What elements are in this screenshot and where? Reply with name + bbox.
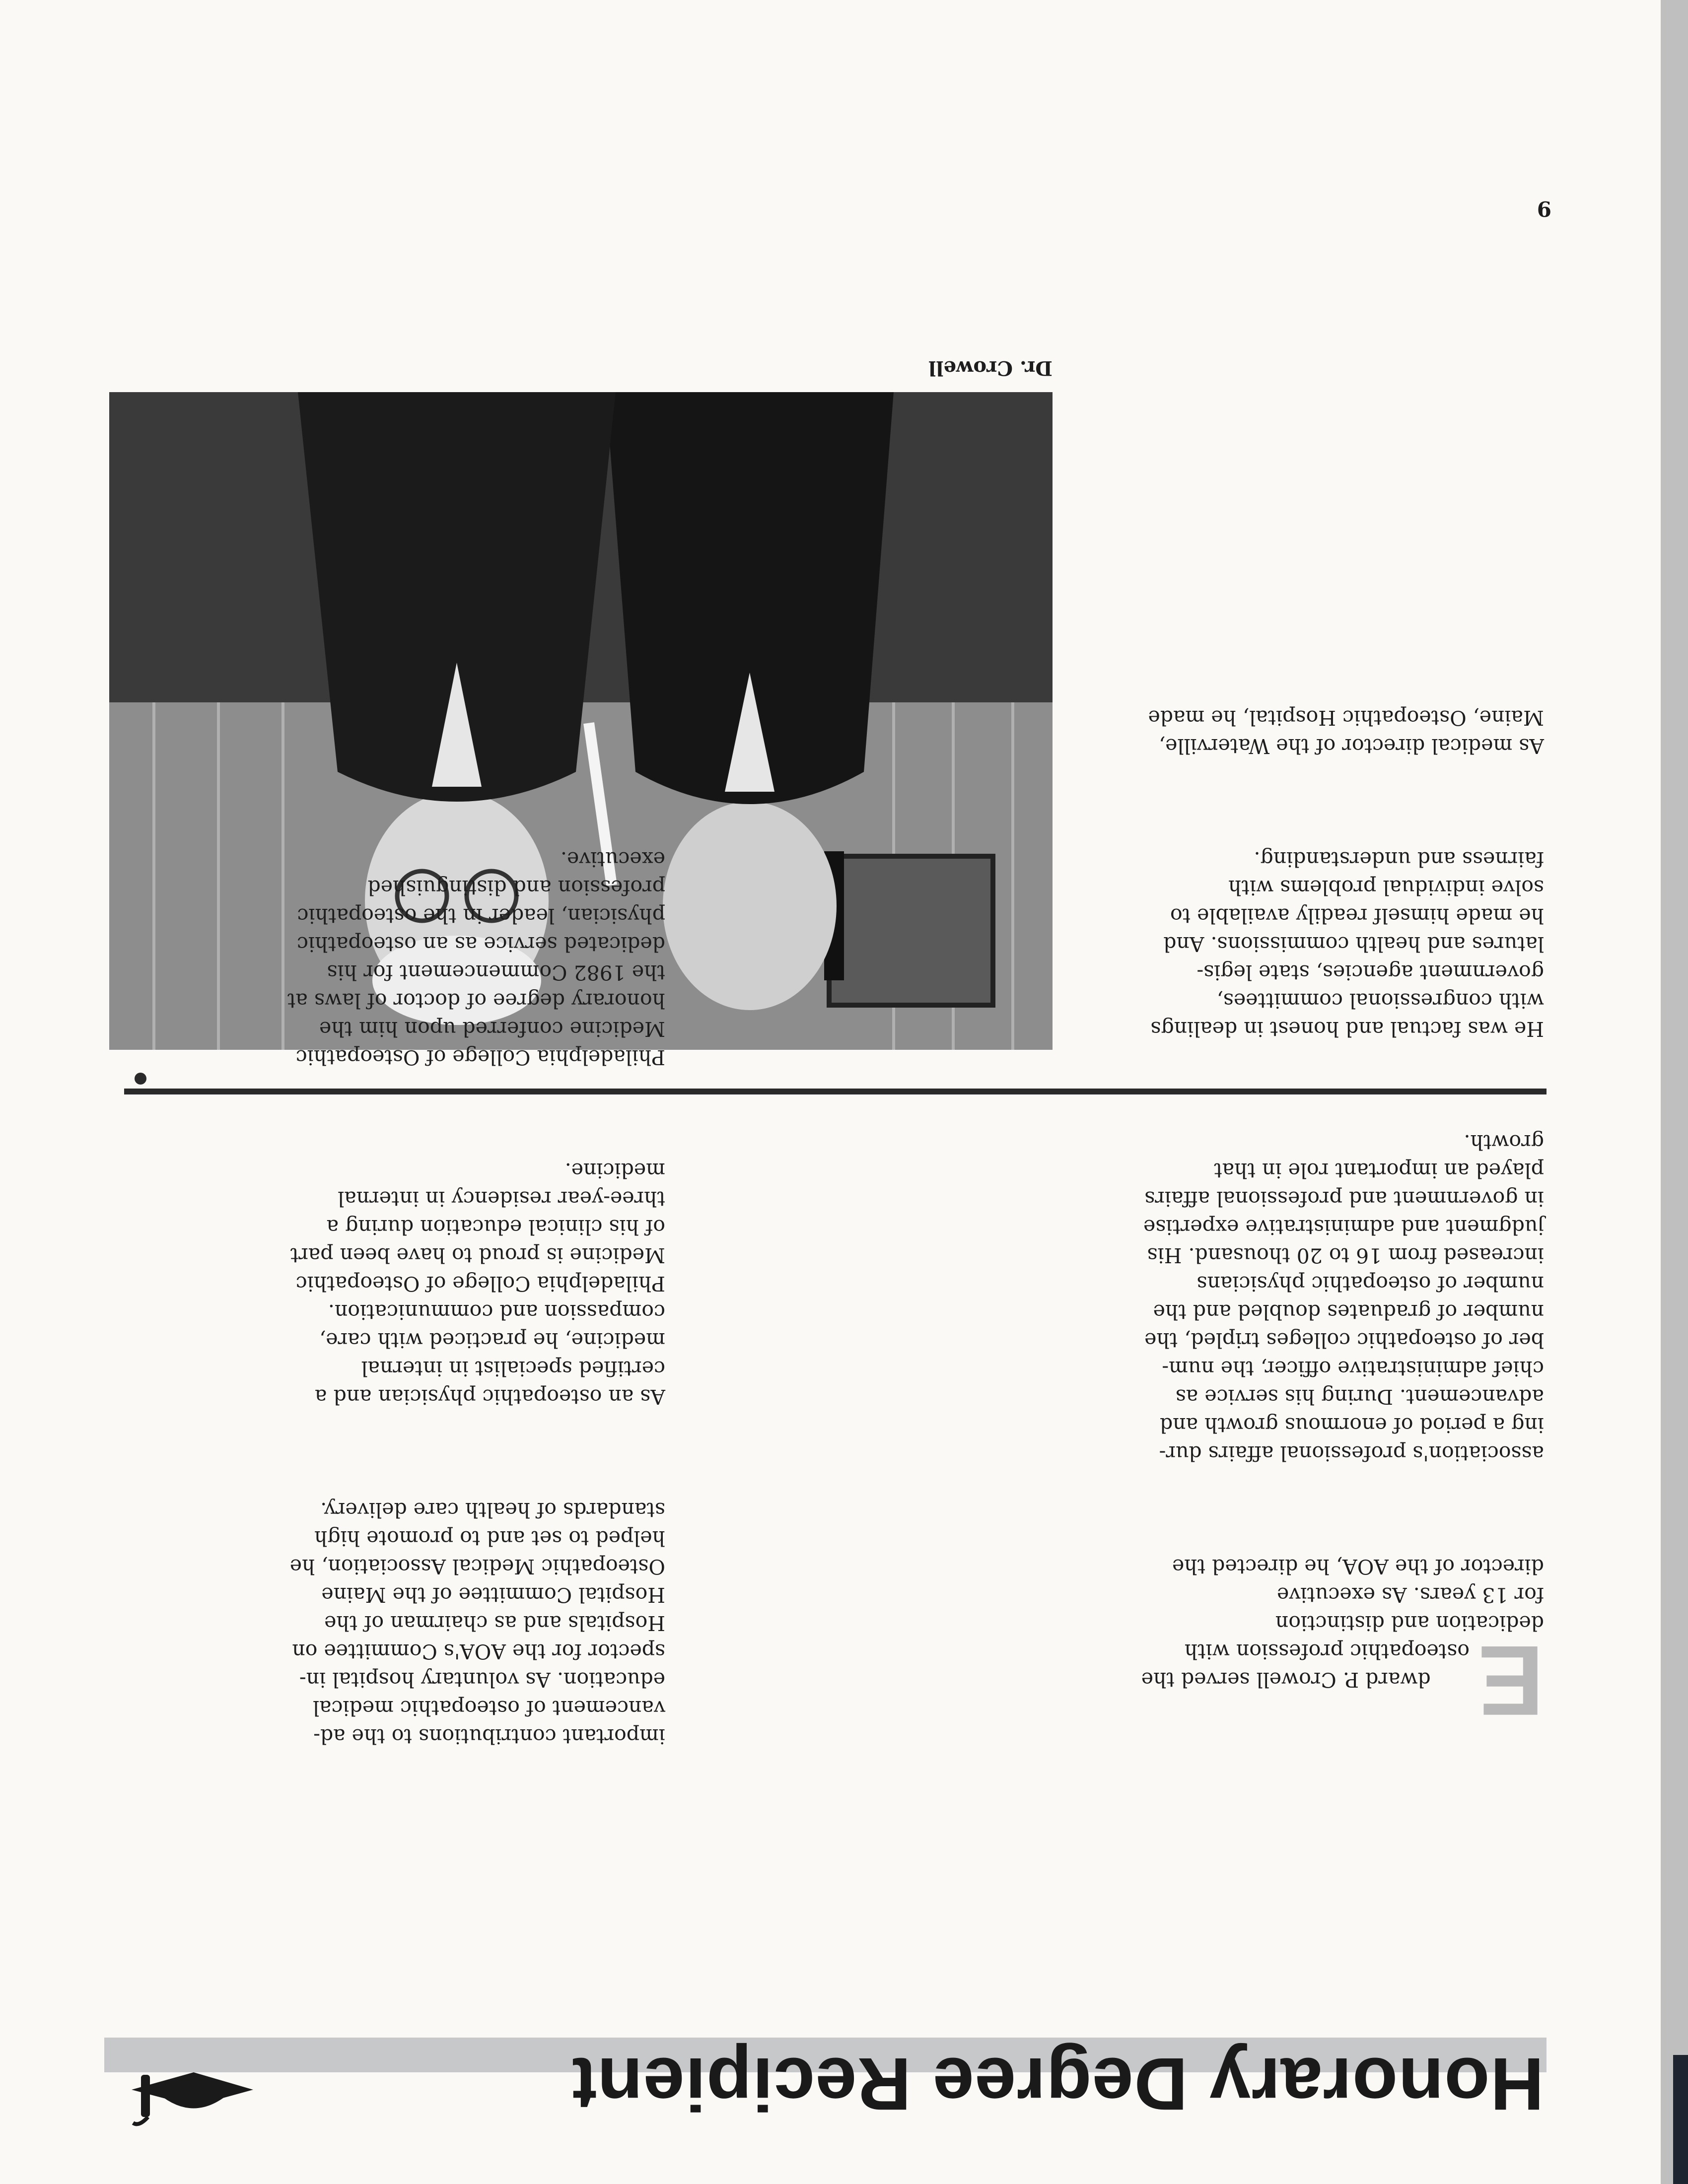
scan-binding-shadow <box>1673 2055 1688 2184</box>
paragraph: Philadelphia College of Osteopathic Medicine conferred upon him the honorary degree of doctor of laws at the 1982 Commencement for his dedicated service as an osteopathic physician, leader in the osteopathic profession and distinguished executive. <box>287 847 665 1069</box>
article-column-2 <box>0 788 665 1807</box>
paragraph: He was factual and honest in dealings with congressional committees, government agencies, state legis- latures and health commissions. And he made himself readily available to solve individual problems with fairness and understanding. <box>1150 847 1544 1041</box>
paragraph: As an osteopathic physician and a certified specialist in internal medicine, he practiced with care, compassion and communication. Philadelphia College of Osteopathic Medicine is proud to have been part of his clinical education during a three-year residency in internal medicine. <box>290 1159 665 1409</box>
paragraph: association's professional affairs dur- ing a period of enormous growth and advancement. During his service as chief administrative officer, the num- ber of osteopathic colleges tripled, the number of graduates doubled and the number of osteopathic physicians increased from 16 to 20 thousand. His judgment and administrative expertise in government and professional affairs played an important role in that growth. <box>1143 1130 1544 1465</box>
photo-caption: Dr. Crowell <box>928 356 1053 380</box>
drop-cap: E <box>1477 1625 1544 1736</box>
graduation-cap-icon <box>124 2055 263 2137</box>
paragraph: important contributions to the ad- vancement of osteopathic medical education. As voluntary hospital in- spector for the AOA's Committee on Hospitals and as chairman of the Hospital Committee of the Maine Osteopathic Medical Association, he helped to set and to promote high standards of health care delivery. <box>289 1498 665 1748</box>
paragraph: dward P. Crowell served the osteopathic profession with dedication and distinction for 13 years. As executive director of the AOA, he directed the <box>1141 1555 1544 1692</box>
page-number: 9 <box>1537 197 1551 221</box>
article-column-1 <box>879 647 1544 1807</box>
paragraph: As medical director of the Waterville, Maine, Osteopathic Hospital, he made <box>1148 706 1544 758</box>
scan-binding-edge <box>1661 0 1688 2184</box>
page-title: Honorary Degree Recipient <box>571 2043 1544 2126</box>
